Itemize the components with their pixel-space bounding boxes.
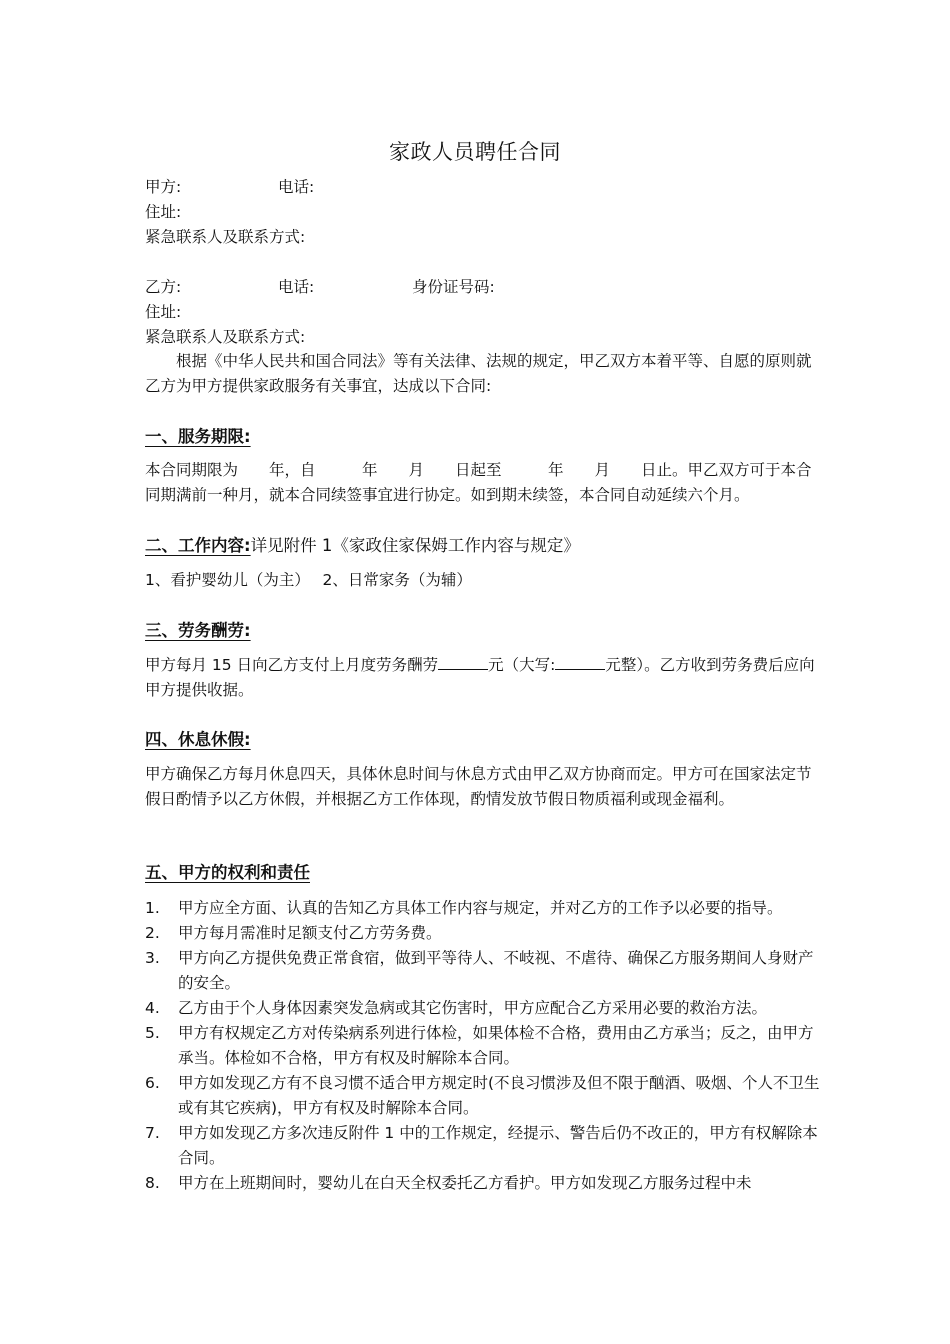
party-b-phone-label: 电话:	[278, 278, 315, 296]
list-item	[145, 1121, 825, 1171]
party-b-row	[145, 276, 495, 298]
list-item	[145, 1171, 825, 1196]
section-3-body-part2: 元（大写:	[488, 656, 556, 674]
list-item	[145, 1021, 825, 1071]
list-item-number: 7.	[145, 1124, 160, 1142]
list-item-number: 3.	[145, 949, 160, 967]
list-item-text: 甲方如发现乙方有不良习惯不适合甲方规定时(不良习惯涉及但不限于酗酒、吸烟、个人不卫生或有其它疾病)，甲方有权及时解除本合同。	[178, 1074, 820, 1117]
list-item-text: 乙方由于个人身体因素突发急病或其它伤害时，甲方应配合乙方采用必要的救治方法。	[178, 999, 768, 1017]
intro-paragraph: 根据《中华人民共和国合同法》等有关法律、法规的规定，甲乙双方本着平等、自愿的原则就乙方为甲方提供家政服务有关事宜，达成以下合同:	[145, 352, 812, 395]
list-item	[145, 921, 825, 946]
list-item-text: 甲方在上班期间时，婴幼儿在白天全权委托乙方看护。甲方如发现乙方服务过程中未	[178, 1174, 752, 1192]
section-3-heading: 三、劳务酬劳:	[145, 621, 251, 640]
list-item-number: 8.	[145, 1174, 160, 1192]
list-item-number: 1.	[145, 899, 160, 917]
list-item-text: 甲方每月需准时足额支付乙方劳务费。	[178, 924, 442, 942]
section-1-body: 本合同期限为 年，自 年 月 日起至 年 月 日止。甲乙双方可于本合同期满前一种月，就本合同续签事宜进行协定。如到期未续签，本合同自动延续六个月。	[145, 461, 812, 504]
section-2-heading-text: 二、工作内容:	[145, 536, 251, 555]
document-title: 家政人员聘任合同	[389, 140, 561, 164]
section-1-heading: 一、服务期限:	[145, 427, 251, 446]
party-a-address-label: 住址:	[145, 203, 182, 221]
party-b-address-label: 住址:	[145, 303, 182, 321]
party-a-label: 甲方:	[145, 178, 182, 196]
section-2-body: 1、看护婴幼儿（为主） 2、日常家务（为辅）	[145, 571, 472, 589]
section-4-body: 甲方确保乙方每月休息四天，具体休息时间与休息方式由甲乙双方协商而定。甲方可在国家法定节假日酌情予以乙方休假，并根据乙方工作体现，酌情发放节假日物质福利或现金福利。	[145, 765, 812, 808]
list-item-number: 2.	[145, 924, 160, 942]
list-item	[145, 996, 825, 1021]
list-item-number: 4.	[145, 999, 160, 1017]
party-b-label: 乙方:	[145, 278, 182, 296]
party-a-row	[145, 176, 315, 198]
section-5-heading: 五、甲方的权利和责任	[145, 863, 310, 882]
party-b-emergency-label: 紧急联系人及联系方式:	[145, 328, 306, 346]
list-item	[145, 896, 825, 921]
fee-capital-blank	[555, 654, 605, 670]
party-b-id-label: 身份证号码:	[412, 278, 495, 296]
party-a-emergency-label: 紧急联系人及联系方式:	[145, 228, 306, 246]
section-4-heading: 四、休息休假:	[145, 730, 251, 749]
list-item-number: 5.	[145, 1024, 160, 1042]
section-3-body-part1: 甲方每月 15 日向乙方支付上月度劳务酬劳	[145, 656, 439, 674]
party-a-phone-label: 电话:	[278, 178, 315, 196]
section-2-heading-after: 详见附件 1《家政住家保姆工作内容与规定》	[250, 536, 580, 555]
section-3-body	[145, 653, 817, 703]
list-item-text: 甲方向乙方提供免费正常食宿，做到平等待人、不岐视、不虐待、确保乙方服务期间人身财产的安全。	[178, 949, 814, 992]
list-item	[145, 1071, 825, 1121]
list-item-text: 甲方应全方面、认真的告知乙方具体工作内容与规定，并对乙方的工作予以必要的指导。	[178, 899, 783, 917]
list-item	[145, 946, 825, 996]
section-2-heading	[145, 532, 580, 556]
fee-amount-blank	[438, 654, 488, 670]
list-item-number: 6.	[145, 1074, 160, 1092]
section-5-list	[145, 896, 825, 1196]
list-item-text: 甲方如发现乙方多次违反附件 1 中的工作规定，经提示、警告后仍不改正的，甲方有权解除本合同。	[178, 1124, 818, 1167]
section-3-body-part3: 元整）。乙方收到劳务费后应向甲方提供收据。	[145, 656, 815, 699]
list-item-text: 甲方有权规定乙方对传染病系列进行体检，如果体检不合格，费用由乙方承当；反之，由甲方承当。体检如不合格，甲方有权及时解除本合同。	[178, 1024, 814, 1067]
